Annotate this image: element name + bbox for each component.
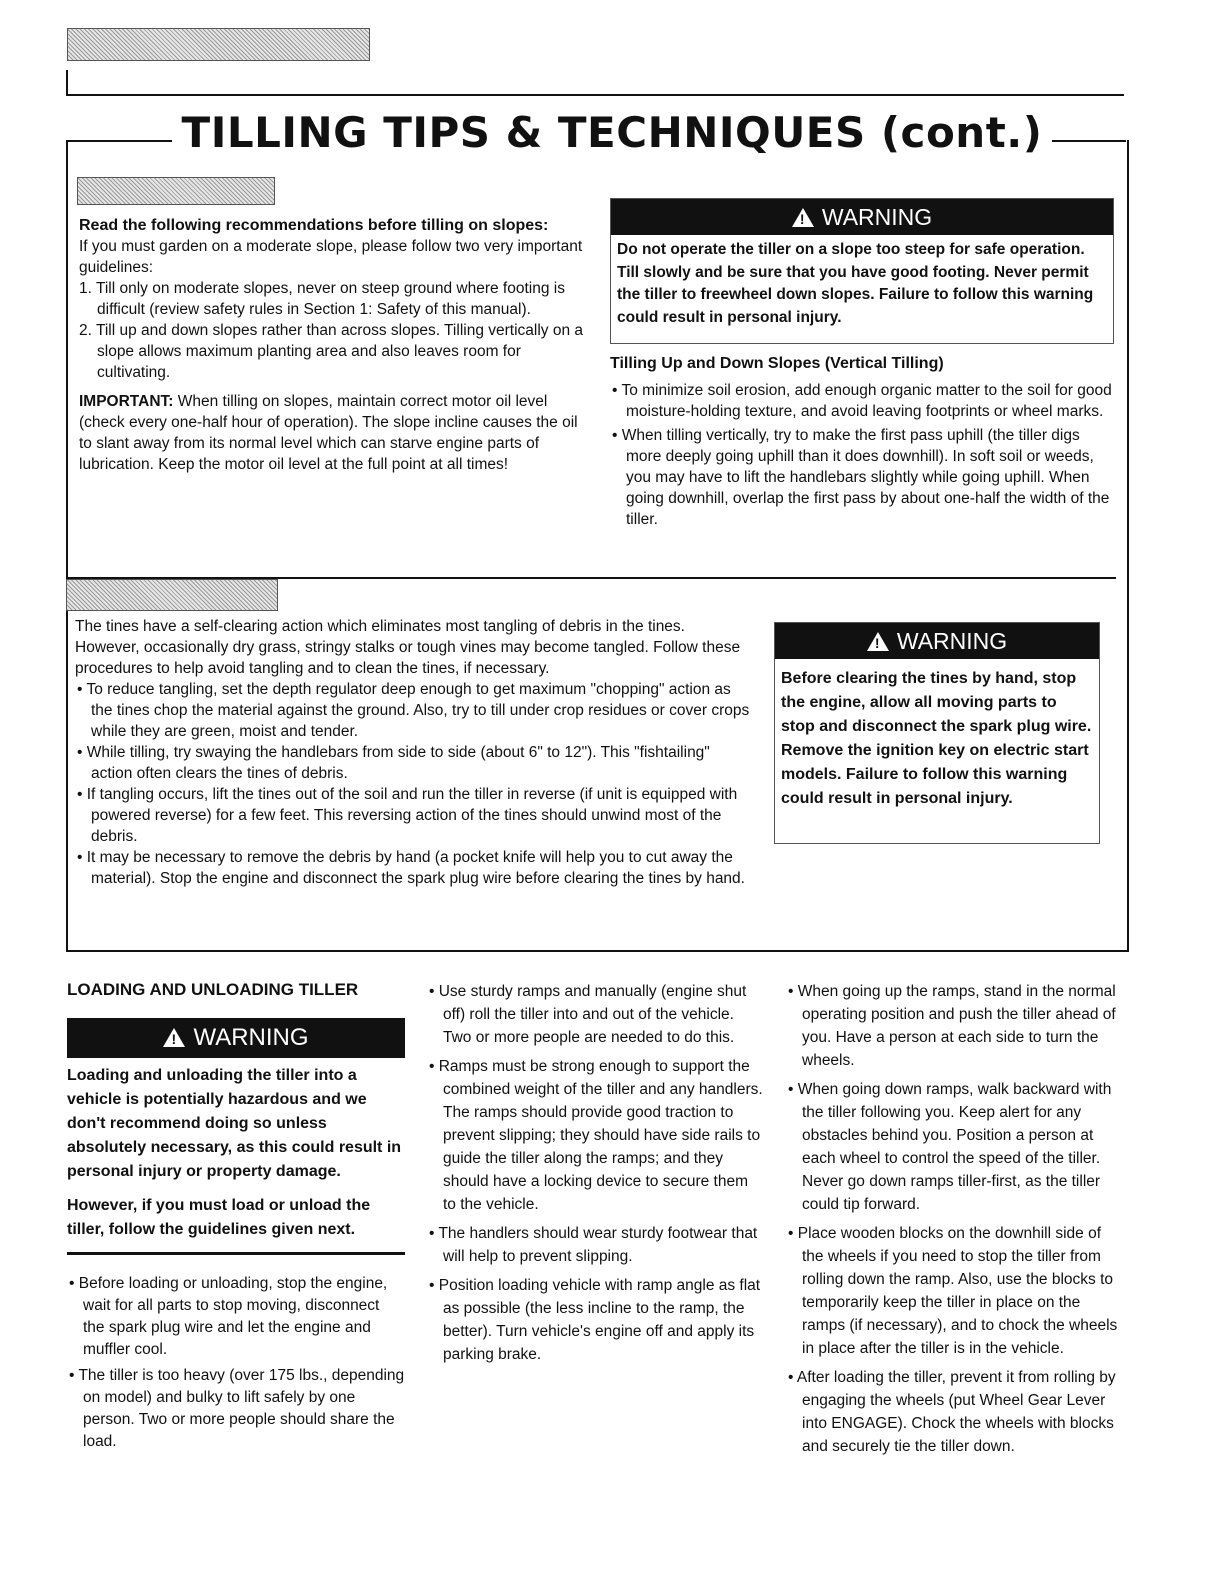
slopes-warning-header <box>611 199 1113 235</box>
loading-column-3 <box>786 980 1122 1458</box>
slopes-left-column <box>79 215 587 475</box>
warning-triangle-icon <box>867 632 889 651</box>
important-label: IMPORTANT: <box>79 393 174 410</box>
loading-c3-bullet-4: • After loading the tiller, prevent it from rolling by engaging the wheels (put Wheel Gear Lever into ENGAGE). Chock the wheels with blocks and securely tie the tiller down. <box>788 1369 1116 1455</box>
important-text: When tilling on slopes, maintain correct motor oil level (check every one-half hour of operation). The slope incline causes the oil to slant away from its normal level which can starve engine parts of lubrication. Keep the motor oil level at the full point at all times! <box>79 393 578 473</box>
tines-intro: The tines have a self-clearing action which eliminates most tangling of debris in the tines. However, occasionally dry grass, stringy stalks or tough vines may become tangled. Follow these procedures to help avoid tangling and to clean the tines, if necessary. <box>75 618 741 677</box>
slopes-tab <box>77 177 275 205</box>
loading-c3-bullet-3: • Place wooden blocks on the downhill side of the wheels if you need to stop the tiller from rolling down the ramp. Also, use the blocks to temporarily keep the tiller in place on the ramps (if necessary), and to chock the wheels in place after the tiller is in the vehicle. <box>788 1225 1118 1357</box>
loading-c2-bullet-3: • The handlers should wear sturdy footwear that will help to prevent slipping. <box>429 1225 758 1265</box>
slopes-right-column <box>610 353 1116 530</box>
loading-column-2 <box>427 980 763 1366</box>
tines-warning-header <box>775 623 1099 659</box>
loading-c2-bullet-2: • Ramps must be strong enough to support the combined weight of the tiller and any handlers. The ramps should provide good traction to prevent slipping; they should have side rails to guide the tiller along the ramps; and they should have a locking device to secure them to the vehicle. <box>429 1058 763 1213</box>
slopes-intro-bold: Read the following recommendations before tilling on slopes: <box>79 217 549 234</box>
slopes-important <box>79 391 587 475</box>
page-title-text: TILLING TIPS & TECHNIQUES (cont.) <box>172 108 1053 157</box>
vertical-bullet-1: • To minimize soil erosion, add enough organic matter to the soil for good moisture-holding texture, and avoid leaving footprints or wheel marks. <box>612 382 1112 420</box>
slopes-item-2: 2. Till up and down slopes rather than across slopes. Tilling vertically on a slope allows maximum planting area and also leaves room for cultivating. <box>79 322 584 381</box>
slopes-intro: If you must garden on a moderate slope, please follow two very important guidelines: <box>79 238 583 276</box>
slopes-warning-box <box>610 198 1114 344</box>
header-rule <box>66 94 1124 96</box>
loading-heading: LOADING AND UNLOADING TILLER <box>67 980 359 999</box>
loading-c2-bullet-1: • Use sturdy ramps and manually (engine shut off) roll the tiller into and out of the vehicle. Two or more people are needed to do this. <box>429 983 747 1046</box>
loading-warning-header <box>67 1018 405 1058</box>
loading-c3-bullet-1: • When going up the ramps, stand in the normal operating position and push the tiller ahead of you. Have a person at each side to turn the wheels. <box>788 983 1116 1069</box>
loading-column-1 <box>67 978 405 1453</box>
loading-warning-label: WARNING <box>193 1024 309 1051</box>
loading-c3-bullet-2: • When going down ramps, walk backward with the tiller following you. Keep alert for any obstacles behind you. Position a person at each wheel to control the speed of the tiller. Never go down ramps tiller-first, as the tiller could tip forward. <box>788 1081 1112 1213</box>
loading-c2-bullet-4: • Position loading vehicle with ramp angle as flat as possible (the less incline to the ramp, the better). Turn vehicle's engine off and apply its parking brake. <box>429 1277 761 1363</box>
warning-triangle-icon <box>792 208 814 227</box>
tines-bullet-4: • It may be necessary to remove the debris by hand (a pocket knife will help you to cut away the material). Stop the engine and disconnect the spark plug wire before clearing the tines by hand. <box>77 849 745 887</box>
tines-tab-label <box>67 580 277 610</box>
slopes-tab-label <box>78 178 274 204</box>
slopes-item-1: 1. Till only on moderate slopes, never on steep ground where footing is difficult (review safety rules in Section 1: Safety of this manual). <box>79 280 565 318</box>
header-tab <box>67 28 370 61</box>
loading-warning-rule <box>67 1252 405 1255</box>
vertical-tilling-heading: Tilling Up and Down Slopes (Vertical Tilling) <box>610 355 944 372</box>
tines-bullet-1: • To reduce tangling, set the depth regulator deep enough to get maximum "chopping" action as the tines chop the material against the ground. Also, try to till under crop residues or cover crops while they are green, moist and tender. <box>77 681 750 740</box>
loading-c1-bullet-1: • Before loading or unloading, stop the engine, wait for all parts to stop moving, disconnect the spark plug wire and let the engine and muffler cool. <box>69 1275 388 1358</box>
header-left-tick <box>66 70 68 96</box>
slopes-warning-text: Do not operate the tiller on a slope too steep for safe operation. Till slowly and be sure that you have good footing. Never permit the tiller to freewheel down slopes. Failure to follow this warning could result in personal injury. <box>617 241 1094 326</box>
tines-column <box>75 616 753 889</box>
vertical-bullet-2: • When tilling vertically, try to make the first pass uphill (the tiller digs more deeply going uphill than it does downhill). In soft soil or weeds, you may have to lift the handlebars slightly while going uphill. When going downhill, overlap the first pass by about one-half the width of the tiller. <box>612 427 1110 528</box>
tines-bullet-3: • If tangling occurs, lift the tines out of the soil and run the tiller in reverse (if unit is equipped with powered reverse) for a few feet. This reversing action of the tines should unwind most of the debris. <box>77 786 738 845</box>
loading-warning-text: Loading and unloading the tiller into a vehicle is potentially hazardous and we don't recommend doing so unless absolutely necessary, as this could result in personal injury or property damage. <box>67 1067 402 1180</box>
loading-warning-text-2: However, if you must load or unload the tiller, follow the guidelines given next. <box>67 1197 371 1238</box>
header-tab-label <box>68 29 369 60</box>
tines-warning-label: WARNING <box>896 628 1008 654</box>
tines-tab <box>66 579 278 611</box>
tines-warning-box <box>774 622 1100 844</box>
tines-warning-text: Before clearing the tines by hand, stop the engine, allow all moving parts to stop and disconnect the spark plug wire. Remove the ignition key on electric start models. Failure to follow this warning could result in personal injury. <box>781 670 1092 807</box>
warning-triangle-icon <box>163 1028 185 1047</box>
loading-c1-bullet-2: • The tiller is too heavy (over 175 lbs., depending on model) and bulky to lift safely by one person. Two or more people should share the load. <box>69 1367 405 1450</box>
slopes-warning-label: WARNING <box>821 204 933 230</box>
tines-bullet-2: • While tilling, try swaying the handlebars from side to side (about 6" to 12"). This "fishtailing" action often clears the tines of debris. <box>77 744 710 782</box>
